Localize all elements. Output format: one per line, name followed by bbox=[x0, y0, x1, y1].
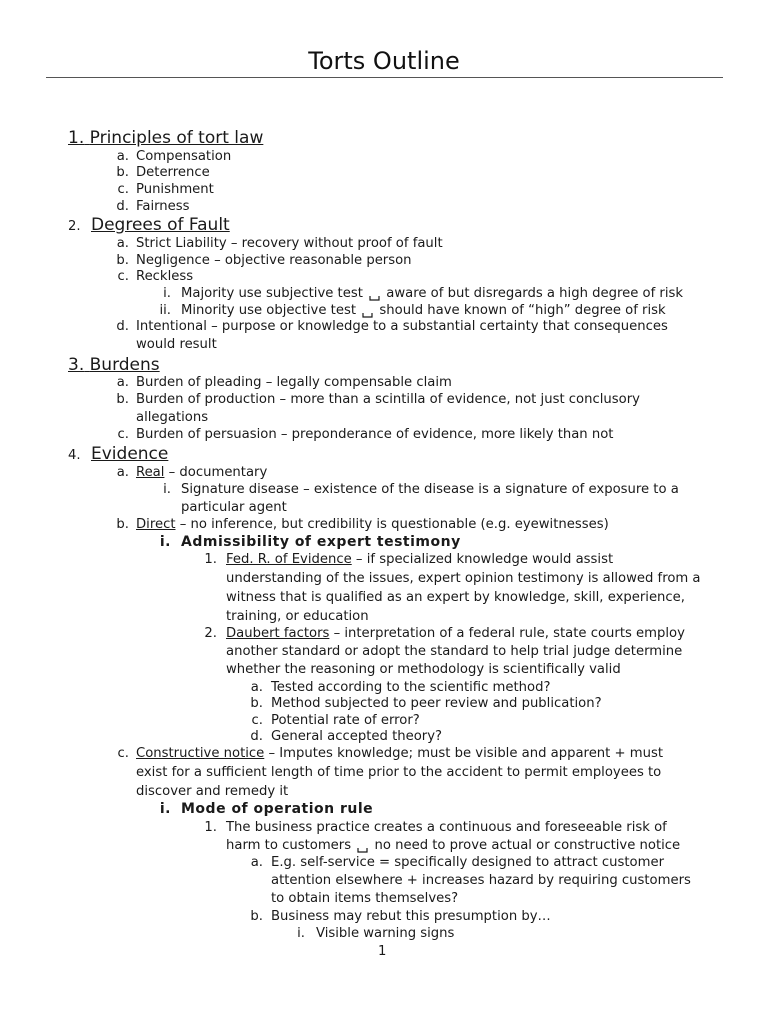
subheading: Admissibility of expert testimony bbox=[181, 534, 461, 550]
list-item-continuation: understanding of the issues, expert opinion testimony is allowed from a bbox=[226, 571, 701, 586]
list-marker: a. bbox=[250, 680, 263, 695]
list-item: Direct – no inference, but credibility is questionable (e.g. eyewitnesses) bbox=[136, 517, 609, 532]
section-title: Burdens bbox=[89, 355, 160, 375]
list-item: Burden of production – more than a scintilla of evidence, not just conclusory bbox=[136, 392, 640, 407]
list-item: Signature disease – existence of the disease is a signature of exposure to a bbox=[181, 482, 679, 497]
document-title: Torts Outline bbox=[308, 47, 460, 75]
term: Direct bbox=[136, 517, 176, 532]
list-item-continuation: training, or education bbox=[226, 609, 369, 624]
list-marker: b. bbox=[250, 696, 263, 711]
list-marker: 2. bbox=[204, 626, 217, 641]
list-item: Burden of pleading – legally compensable claim bbox=[136, 375, 452, 390]
list-item: Fairness bbox=[136, 199, 190, 214]
list-marker: d. bbox=[116, 199, 129, 214]
list-item: Punishment bbox=[136, 182, 214, 197]
section-number: 3. bbox=[68, 355, 85, 375]
list-marker: ii. bbox=[159, 303, 171, 318]
list-item-continuation: whether the reasoning or methodology is scientifically valid bbox=[226, 662, 621, 677]
arrow-icon bbox=[369, 295, 380, 301]
list-item: Minority use objective test should have known of “high” degree of risk bbox=[181, 303, 666, 318]
term: Real bbox=[136, 465, 165, 480]
arrow-icon bbox=[357, 847, 368, 853]
section-number: 2. bbox=[68, 219, 81, 234]
list-item-continuation: to obtain items themselves? bbox=[271, 891, 459, 906]
list-item-continuation: witness that is qualified as an expert by knowledge, skill, experience, bbox=[226, 590, 685, 605]
list-marker: a. bbox=[116, 375, 129, 390]
subheading: Mode of operation rule bbox=[181, 801, 374, 817]
list-marker: i. bbox=[297, 926, 305, 941]
section-4-heading: Evidence bbox=[91, 444, 169, 464]
term: Fed. R. of Evidence bbox=[226, 552, 352, 567]
list-marker: d. bbox=[116, 319, 129, 334]
term: Daubert factors bbox=[226, 626, 330, 641]
list-marker: d. bbox=[250, 729, 263, 744]
list-marker: a. bbox=[250, 855, 263, 870]
section-number: 1. bbox=[68, 128, 85, 148]
page-number: 1 bbox=[378, 944, 387, 959]
list-item: Intentional – purpose or knowledge to a substantial certainty that consequences bbox=[136, 319, 668, 334]
list-item: The business practice creates a continuous and foreseeable risk of bbox=[226, 820, 667, 835]
list-marker: b. bbox=[250, 909, 263, 924]
list-marker: b. bbox=[116, 517, 129, 532]
list-item-continuation: discover and remedy it bbox=[136, 784, 289, 799]
list-marker: 1. bbox=[204, 552, 217, 567]
list-item-continuation: attention elsewhere + increases hazard by requiring customers bbox=[271, 873, 691, 888]
list-marker: a. bbox=[116, 236, 129, 251]
list-item: Fed. R. of Evidence – if specialized knowledge would assist bbox=[226, 552, 614, 567]
list-marker: c. bbox=[117, 746, 129, 761]
list-marker: c. bbox=[117, 182, 129, 197]
list-item: Business may rebut this presumption by… bbox=[271, 909, 551, 924]
list-marker: 1. bbox=[204, 820, 217, 835]
list-item-continuation: would result bbox=[136, 337, 217, 352]
term: Constructive notice bbox=[136, 746, 265, 761]
list-item-continuation: allegations bbox=[136, 410, 209, 425]
list-item: Constructive notice – Imputes knowledge; must be visible and apparent + must bbox=[136, 746, 664, 761]
list-item: Compensation bbox=[136, 149, 232, 164]
list-marker: i. bbox=[159, 801, 171, 817]
list-item: Method subjected to peer review and publication? bbox=[271, 696, 602, 711]
list-marker: b. bbox=[116, 165, 129, 180]
list-item: E.g. self-service = specifically designed to attract customer bbox=[271, 855, 665, 870]
list-item: Strict Liability – recovery without proof of fault bbox=[136, 236, 443, 251]
list-item: Real – documentary bbox=[136, 465, 268, 480]
list-marker: a. bbox=[116, 465, 129, 480]
section-2-heading: Degrees of Fault bbox=[91, 215, 230, 235]
list-item: Visible warning signs bbox=[316, 926, 455, 941]
list-item: Majority use subjective test aware of but disregards a high degree of risk bbox=[181, 286, 684, 301]
list-marker: i. bbox=[163, 286, 171, 301]
list-item: Tested according to the scientific method? bbox=[271, 680, 551, 695]
list-item-continuation: particular agent bbox=[181, 500, 287, 515]
list-item-continuation: exist for a sufficient length of time prior to the accident to permit employees to bbox=[136, 765, 662, 780]
list-marker: i. bbox=[159, 534, 171, 550]
list-item: Negligence – objective reasonable person bbox=[136, 253, 412, 268]
list-item: Burden of persuasion – preponderance of evidence, more likely than not bbox=[136, 427, 614, 442]
list-marker: a. bbox=[116, 149, 129, 164]
list-marker: i. bbox=[163, 482, 171, 497]
list-item: Deterrence bbox=[136, 165, 210, 180]
section-3-heading bbox=[68, 355, 160, 375]
list-marker: c. bbox=[117, 269, 129, 284]
list-marker: c. bbox=[117, 427, 129, 442]
list-item: Potential rate of error? bbox=[271, 713, 420, 728]
list-item: Daubert factors – interpretation of a federal rule, state courts employ bbox=[226, 626, 685, 641]
list-item-continuation: another standard or adopt the standard to help trial judge determine bbox=[226, 644, 683, 659]
section-title: Principles of tort law bbox=[89, 128, 264, 148]
list-marker: b. bbox=[116, 392, 129, 407]
list-item: General accepted theory? bbox=[271, 729, 443, 744]
list-marker: c. bbox=[251, 713, 263, 728]
list-item: Reckless bbox=[136, 269, 194, 284]
list-marker: b. bbox=[116, 253, 129, 268]
section-number: 4. bbox=[68, 448, 81, 463]
section-1-heading bbox=[68, 128, 263, 148]
title-divider bbox=[46, 77, 723, 78]
list-item-continuation: harm to customers no need to prove actual or constructive notice bbox=[226, 838, 681, 853]
